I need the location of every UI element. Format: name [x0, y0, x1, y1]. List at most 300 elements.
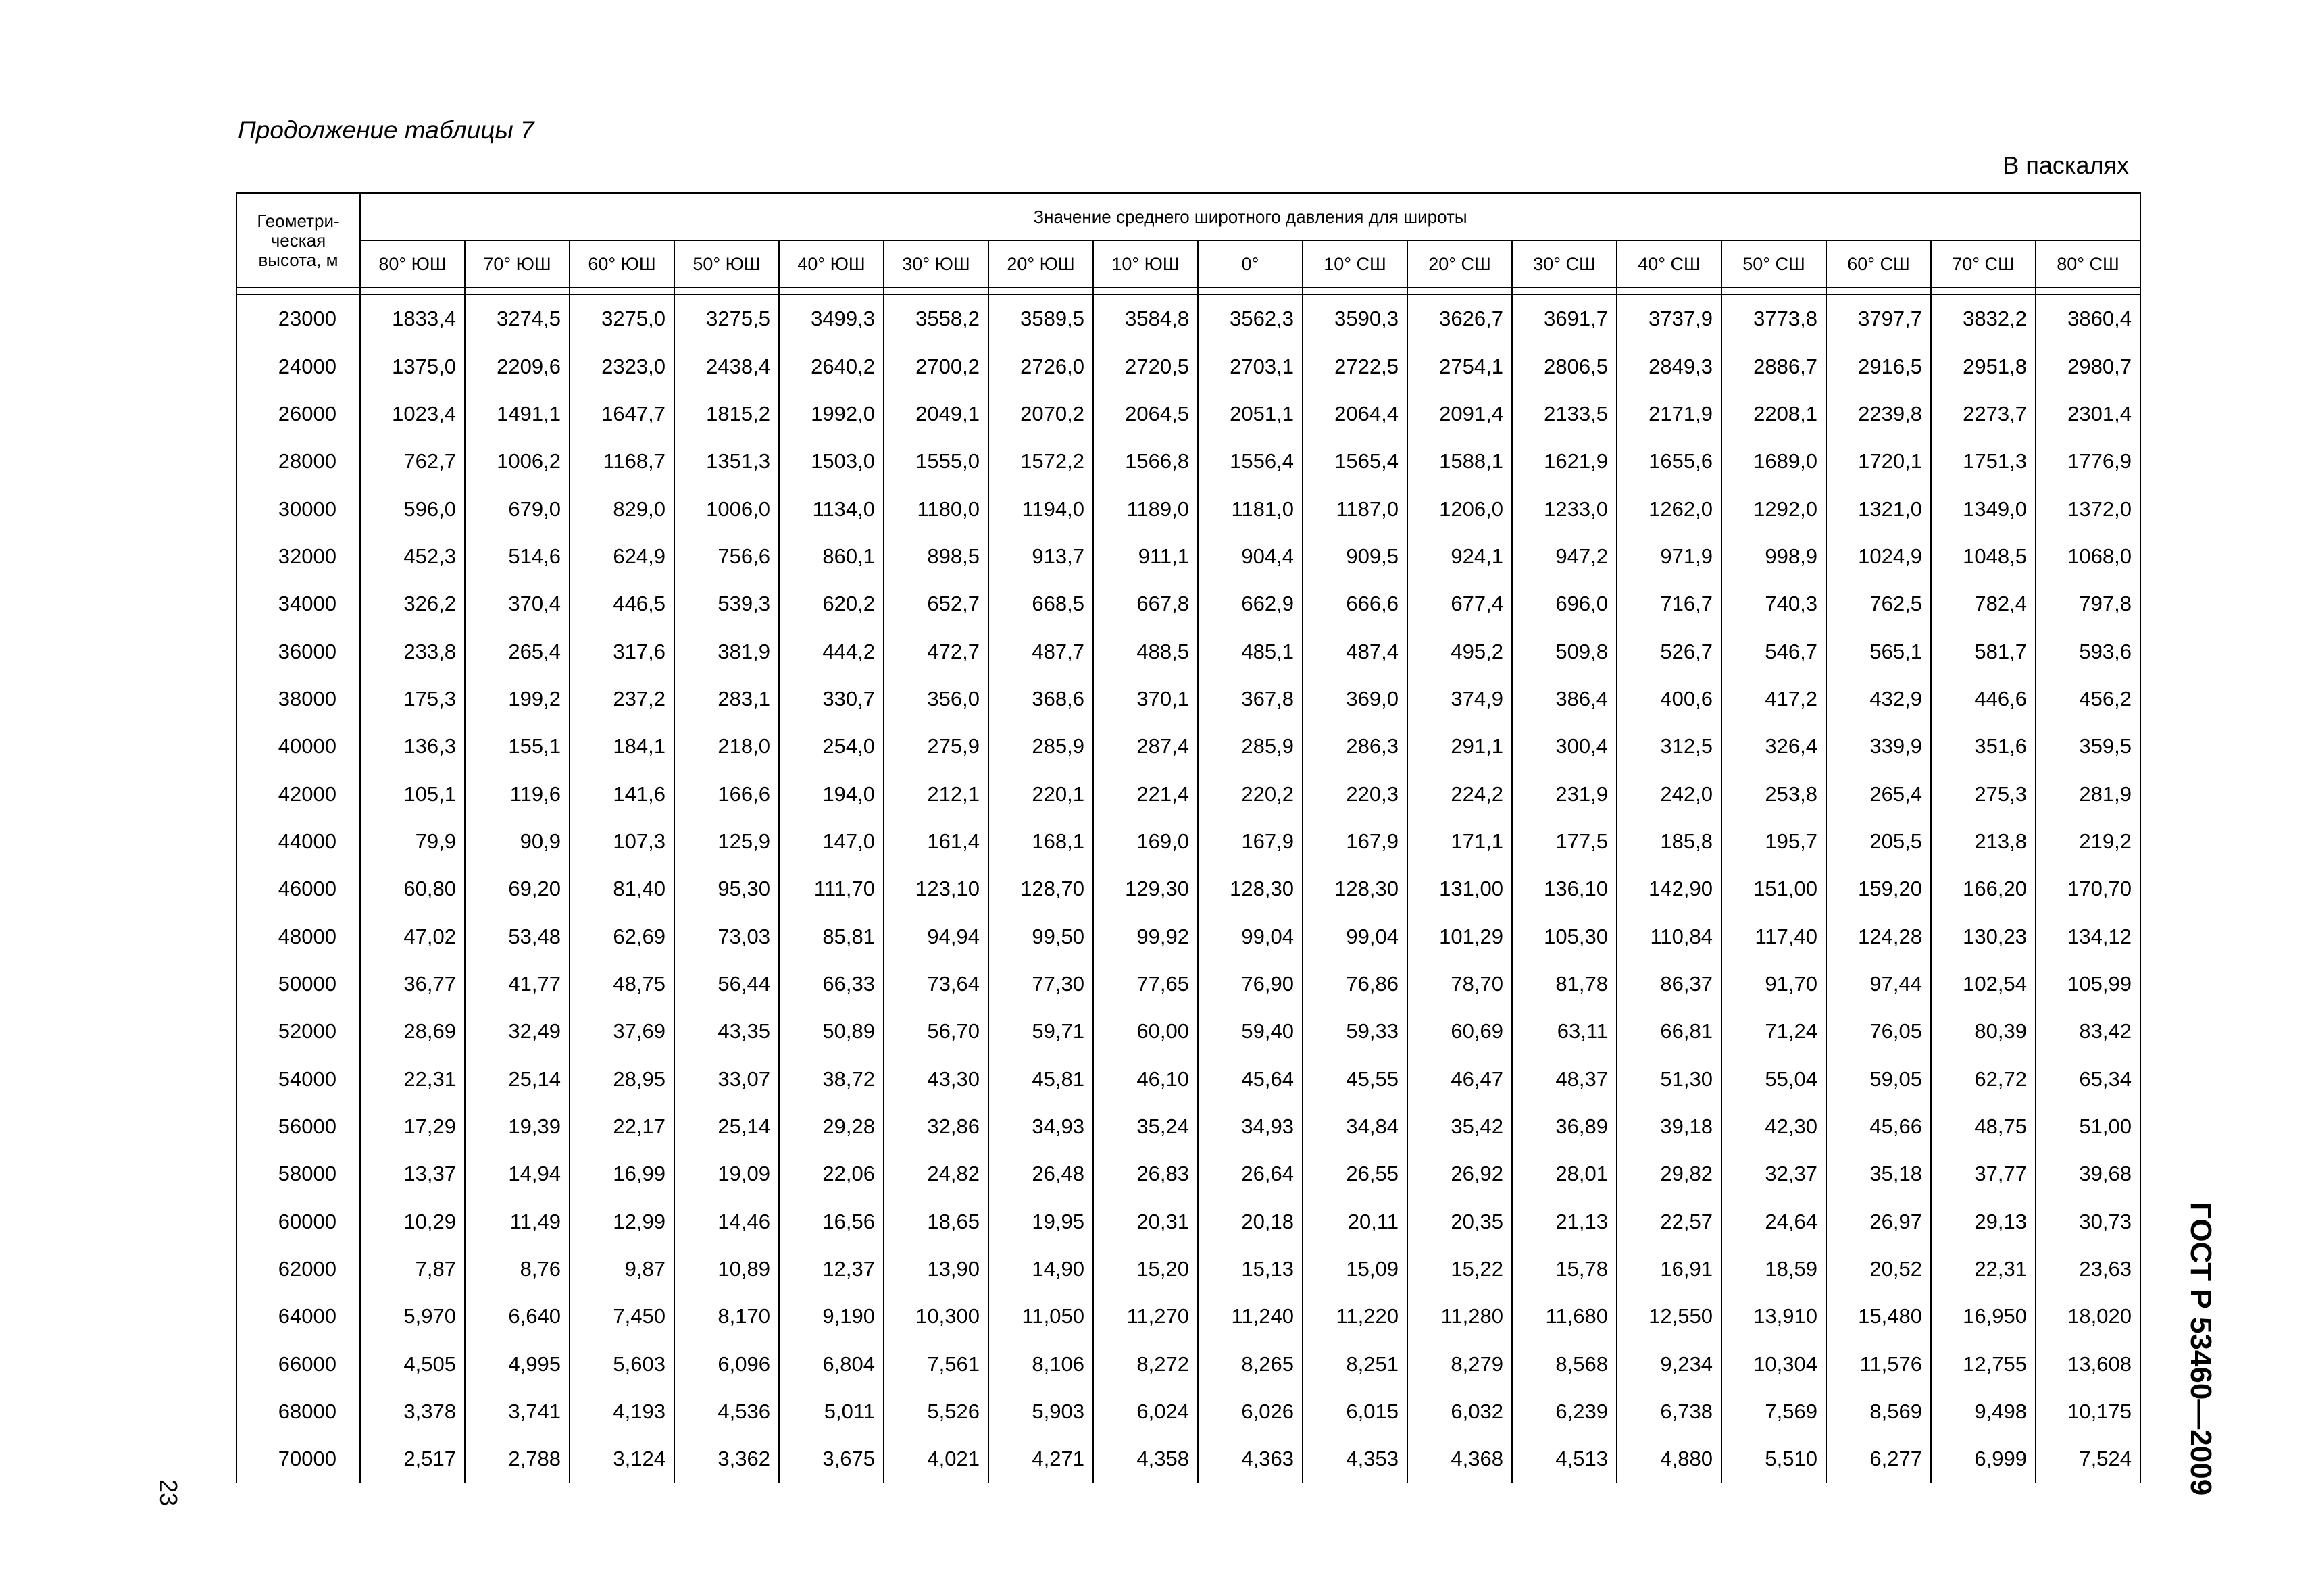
pressure-cell: 339,9 [1826, 723, 1931, 770]
pressure-cell: 2301,4 [2036, 390, 2140, 438]
pressure-cell: 7,569 [1721, 1388, 1826, 1435]
spacer-cell [1931, 288, 2036, 294]
pressure-cell: 1206,0 [1407, 485, 1512, 532]
spacer-cell [2036, 288, 2140, 294]
pressure-cell: 624,9 [570, 533, 674, 580]
pressure-cell: 46,47 [1407, 1056, 1512, 1103]
spacer-cell [360, 288, 465, 294]
pressure-cell: 495,2 [1407, 627, 1512, 675]
pressure-cell: 5,603 [570, 1341, 674, 1388]
pressure-cell: 374,9 [1407, 675, 1512, 723]
latitude-column-header: 20° ЮШ [988, 240, 1093, 288]
pressure-cell: 78,70 [1407, 960, 1512, 1008]
table-row [236, 675, 2140, 723]
latitude-column-header: 0° [1198, 240, 1303, 288]
pressure-cell: 283,1 [674, 675, 779, 723]
spacer-cell [465, 288, 570, 294]
pressure-cell: 5,510 [1721, 1435, 1826, 1483]
pressure-cell: 1720,1 [1826, 438, 1931, 485]
pressure-cell: 2806,5 [1512, 342, 1617, 390]
pressure-cell: 22,57 [1617, 1198, 1721, 1245]
spacer-cell [1303, 288, 1407, 294]
pressure-cell: 4,353 [1303, 1435, 1407, 1483]
pressure-cell: 134,12 [2036, 912, 2140, 960]
pressure-cell: 679,0 [465, 485, 570, 532]
spacer-cell [1826, 288, 1931, 294]
pressure-cell: 265,4 [465, 627, 570, 675]
pressure-cell: 12,37 [779, 1245, 884, 1293]
pressure-cell: 10,300 [884, 1293, 988, 1340]
pressure-cell: 2640,2 [779, 342, 884, 390]
pressure-cell: 14,94 [465, 1150, 570, 1198]
pressure-cell: 546,7 [1721, 627, 1826, 675]
altitude-cell: 40000 [236, 723, 360, 770]
pressure-cell: 904,4 [1198, 533, 1303, 580]
pressure-cell: 6,640 [465, 1293, 570, 1340]
pressure-cell: 71,24 [1721, 1008, 1826, 1055]
table-row [236, 960, 2140, 1008]
pressure-cell: 8,170 [674, 1293, 779, 1340]
pressure-cell: 4,193 [570, 1388, 674, 1435]
pressure-cell: 1588,1 [1407, 438, 1512, 485]
pressure-cell: 22,31 [360, 1056, 465, 1103]
pressure-cell: 4,271 [988, 1435, 1093, 1483]
pressure-cell: 5,526 [884, 1388, 988, 1435]
pressure-cell: 386,4 [1512, 675, 1617, 723]
pressure-cell: 911,1 [1093, 533, 1198, 580]
pressure-cell: 11,680 [1512, 1293, 1617, 1340]
pressure-cell: 487,4 [1303, 627, 1407, 675]
table-caption: Продолжение таблицы 7 [238, 116, 534, 144]
pressure-cell: 28,69 [360, 1008, 465, 1055]
pressure-cell: 1689,0 [1721, 438, 1826, 485]
pressure-cell: 166,20 [1931, 865, 2036, 912]
pressure-cell: 1815,2 [674, 390, 779, 438]
pressure-cell: 1372,0 [2036, 485, 2140, 532]
pressure-cell: 81,78 [1512, 960, 1617, 1008]
pressure-cell: 3,675 [779, 1435, 884, 1483]
pressure-cell: 452,3 [360, 533, 465, 580]
spacer-cell [1512, 288, 1617, 294]
altitude-cell: 32000 [236, 533, 360, 580]
table-row [236, 818, 2140, 865]
latitude-column-header: 30° ЮШ [884, 240, 988, 288]
pressure-cell: 3773,8 [1721, 294, 1826, 342]
pressure-cell: 32,37 [1721, 1150, 1826, 1198]
pressure-cell: 66,33 [779, 960, 884, 1008]
table-row [236, 294, 2140, 342]
latitude-group-header: Значение среднего широтного давления для широты [360, 193, 2140, 240]
pressure-cell: 63,11 [1512, 1008, 1617, 1055]
altitude-header-text: Геометри- ческая высота, м [257, 210, 340, 270]
pressure-cell: 42,30 [1721, 1103, 1826, 1150]
altitude-cell: 34000 [236, 580, 360, 627]
pressure-cell: 509,8 [1512, 627, 1617, 675]
pressure-cell: 1233,0 [1512, 485, 1617, 532]
pressure-cell: 456,2 [2036, 675, 2140, 723]
pressure-cell: 2171,9 [1617, 390, 1721, 438]
pressure-cell: 50,89 [779, 1008, 884, 1055]
altitude-cell: 52000 [236, 1008, 360, 1055]
pressure-cell: 220,3 [1303, 770, 1407, 817]
pressure-cell: 167,9 [1303, 818, 1407, 865]
pressure-cell: 275,3 [1931, 770, 2036, 817]
pressure-cell: 1168,7 [570, 438, 674, 485]
pressure-cell: 62,69 [570, 912, 674, 960]
pressure-cell: 48,37 [1512, 1056, 1617, 1103]
pressure-cell: 539,3 [674, 580, 779, 627]
pressure-cell: 99,04 [1303, 912, 1407, 960]
latitude-column-header: 40° ЮШ [779, 240, 884, 288]
pressure-cell: 4,995 [465, 1341, 570, 1388]
spacer-cell [779, 288, 884, 294]
pressure-cell: 9,234 [1617, 1341, 1721, 1388]
spacer-cell [674, 288, 779, 294]
pressure-cell: 18,59 [1721, 1245, 1826, 1293]
altitude-cell: 28000 [236, 438, 360, 485]
pressure-cell: 77,30 [988, 960, 1093, 1008]
table-row [236, 912, 2140, 960]
table-row [236, 1293, 2140, 1340]
pressure-cell: 90,9 [465, 818, 570, 865]
altitude-cell: 70000 [236, 1435, 360, 1483]
pressure-cell: 20,31 [1093, 1198, 1198, 1245]
pressure-cell: 38,72 [779, 1056, 884, 1103]
pressure-cell: 6,024 [1093, 1388, 1198, 1435]
units-label: В паскалях [2003, 151, 2129, 179]
altitude-cell: 30000 [236, 485, 360, 532]
pressure-cell: 11,49 [465, 1198, 570, 1245]
pressure-cell: 60,00 [1093, 1008, 1198, 1055]
pressure-cell: 1180,0 [884, 485, 988, 532]
pressure-cell: 860,1 [779, 533, 884, 580]
pressure-cell: 131,00 [1407, 865, 1512, 912]
pressure-cell: 59,05 [1826, 1056, 1931, 1103]
table-row [236, 1245, 2140, 1293]
pressure-cell: 99,04 [1198, 912, 1303, 960]
pressure-cell: 369,0 [1303, 675, 1407, 723]
pressure-cell: 237,2 [570, 675, 674, 723]
pressure-cell: 22,31 [1931, 1245, 2036, 1293]
pressure-cell: 8,76 [465, 1245, 570, 1293]
pressure-cell: 2849,3 [1617, 342, 1721, 390]
pressure-cell: 472,7 [884, 627, 988, 675]
pressure-cell: 2438,4 [674, 342, 779, 390]
pressure-cell: 107,3 [570, 818, 674, 865]
pressure-cell: 3,741 [465, 1388, 570, 1435]
pressure-cell: 20,52 [1826, 1245, 1931, 1293]
pressure-cell: 3691,7 [1512, 294, 1617, 342]
pressure-cell: 195,7 [1721, 818, 1826, 865]
pressure-cell: 909,5 [1303, 533, 1407, 580]
pressure-cell: 5,903 [988, 1388, 1093, 1435]
pressure-cell: 129,30 [1093, 865, 1198, 912]
table-row [236, 1435, 2140, 1483]
pressure-cell: 1751,3 [1931, 438, 2036, 485]
pressure-cell: 3499,3 [779, 294, 884, 342]
pressure-cell: 101,29 [1407, 912, 1512, 960]
pressure-cell: 3,362 [674, 1435, 779, 1483]
pressure-cell: 8,568 [1512, 1341, 1617, 1388]
pressure-cell: 14,46 [674, 1198, 779, 1245]
pressure-cell: 79,9 [360, 818, 465, 865]
pressure-cell: 32,86 [884, 1103, 988, 1150]
pressure-cell: 285,9 [988, 723, 1093, 770]
pressure-cell: 7,561 [884, 1341, 988, 1388]
pressure-cell: 3,124 [570, 1435, 674, 1483]
pressure-cell: 35,18 [1826, 1150, 1931, 1198]
altitude-cell: 68000 [236, 1388, 360, 1435]
pressure-cell: 3860,4 [2036, 294, 2140, 342]
pressure-cell: 16,91 [1617, 1245, 1721, 1293]
pressure-cell: 53,48 [465, 912, 570, 960]
pressure-cell: 15,78 [1512, 1245, 1617, 1293]
pressure-cell: 4,021 [884, 1435, 988, 1483]
pressure-cell: 326,4 [1721, 723, 1826, 770]
pressure-cell: 6,026 [1198, 1388, 1303, 1435]
pressure-cell: 199,2 [465, 675, 570, 723]
pressure-cell: 43,35 [674, 1008, 779, 1055]
pressure-cell: 45,81 [988, 1056, 1093, 1103]
pressure-cell: 110,84 [1617, 912, 1721, 960]
latitude-column-header: 40° СШ [1617, 240, 1721, 288]
pressure-cell: 123,10 [884, 865, 988, 912]
pressure-cell: 10,304 [1721, 1341, 1826, 1388]
latitude-column-header: 80° ЮШ [360, 240, 465, 288]
pressure-cell: 400,6 [1617, 675, 1721, 723]
pressure-cell: 20,18 [1198, 1198, 1303, 1245]
pressure-cell: 213,8 [1931, 818, 2036, 865]
pressure-cell: 1655,6 [1617, 438, 1721, 485]
spacer-cell [236, 288, 360, 294]
pressure-cell: 26,64 [1198, 1150, 1303, 1198]
pressure-cell: 1321,0 [1826, 485, 1931, 532]
pressure-cell: 16,99 [570, 1150, 674, 1198]
pressure-cell: 762,5 [1826, 580, 1931, 627]
latitude-column-header: 30° СШ [1512, 240, 1617, 288]
pressure-cell: 2916,5 [1826, 342, 1931, 390]
pressure-cell: 65,34 [2036, 1056, 2140, 1103]
pressure-cell: 8,272 [1093, 1341, 1198, 1388]
pressure-cell: 253,8 [1721, 770, 1826, 817]
pressure-cell: 105,30 [1512, 912, 1617, 960]
altitude-column-header [236, 193, 360, 288]
pressure-cell: 281,9 [2036, 770, 2140, 817]
pressure-cell: 565,1 [1826, 627, 1931, 675]
pressure-cell: 367,8 [1198, 675, 1303, 723]
pressure-cell: 11,050 [988, 1293, 1093, 1340]
pressure-cell: 326,2 [360, 580, 465, 627]
pressure-cell: 14,90 [988, 1245, 1093, 1293]
pressure-cell: 29,28 [779, 1103, 884, 1150]
pressure-cell: 141,6 [570, 770, 674, 817]
pressure-cell: 4,368 [1407, 1435, 1512, 1483]
latitude-column-header: 10° ЮШ [1093, 240, 1198, 288]
pressure-cell: 24,64 [1721, 1198, 1826, 1245]
pressure-cell: 166,6 [674, 770, 779, 817]
pressure-cell: 6,015 [1303, 1388, 1407, 1435]
pressure-cell: 9,190 [779, 1293, 884, 1340]
pressure-cell: 47,02 [360, 912, 465, 960]
pressure-cell: 6,096 [674, 1341, 779, 1388]
pressure-cell: 59,40 [1198, 1008, 1303, 1055]
pressure-cell: 3590,3 [1303, 294, 1407, 342]
pressure-table [236, 192, 2141, 1483]
pressure-cell: 6,032 [1407, 1388, 1512, 1435]
pressure-cell: 666,6 [1303, 580, 1407, 627]
pressure-cell: 677,4 [1407, 580, 1512, 627]
pressure-cell: 6,999 [1931, 1435, 2036, 1483]
pressure-cell: 6,239 [1512, 1388, 1617, 1435]
pressure-cell: 8,279 [1407, 1341, 1512, 1388]
pressure-cell: 48,75 [1931, 1103, 2036, 1150]
pressure-cell: 34,84 [1303, 1103, 1407, 1150]
pressure-cell: 16,950 [1931, 1293, 2036, 1340]
pressure-cell: 34,93 [988, 1103, 1093, 1150]
pressure-cell: 3275,0 [570, 294, 674, 342]
pressure-cell: 28,95 [570, 1056, 674, 1103]
pressure-cell: 6,804 [779, 1341, 884, 1388]
pressure-cell: 43,30 [884, 1056, 988, 1103]
pressure-cell: 66,81 [1617, 1008, 1721, 1055]
pressure-cell: 59,33 [1303, 1008, 1407, 1055]
pressure-cell: 99,92 [1093, 912, 1198, 960]
table-row [236, 723, 2140, 770]
pressure-cell: 77,65 [1093, 960, 1198, 1008]
latitude-header-row [236, 240, 2140, 288]
pressure-cell: 2720,5 [1093, 342, 1198, 390]
pressure-cell: 2209,6 [465, 342, 570, 390]
pressure-cell: 1006,0 [674, 485, 779, 532]
latitude-column-header: 80° СШ [2036, 240, 2140, 288]
pressure-cell: 26,92 [1407, 1150, 1512, 1198]
pressure-cell: 2323,0 [570, 342, 674, 390]
pressure-cell: 11,270 [1093, 1293, 1198, 1340]
pressure-cell: 128,30 [1303, 865, 1407, 912]
pressure-cell: 128,70 [988, 865, 1093, 912]
pressure-cell: 51,30 [1617, 1056, 1721, 1103]
pressure-cell: 10,89 [674, 1245, 779, 1293]
pressure-cell: 2,788 [465, 1435, 570, 1483]
pressure-cell: 4,363 [1198, 1435, 1303, 1483]
pressure-cell: 26,55 [1303, 1150, 1407, 1198]
pressure-cell: 652,7 [884, 580, 988, 627]
pressure-cell: 37,77 [1931, 1150, 2036, 1198]
spacer-cell [1093, 288, 1198, 294]
pressure-cell: 9,87 [570, 1245, 674, 1293]
pressure-cell: 224,2 [1407, 770, 1512, 817]
pressure-cell: 300,4 [1512, 723, 1617, 770]
pressure-cell: 95,30 [674, 865, 779, 912]
pressure-cell: 2070,2 [988, 390, 1093, 438]
pressure-cell: 35,42 [1407, 1103, 1512, 1150]
pressure-cell: 13,910 [1721, 1293, 1826, 1340]
pressure-cell: 48,75 [570, 960, 674, 1008]
pressure-cell: 11,280 [1407, 1293, 1512, 1340]
latitude-column-header: 50° СШ [1721, 240, 1826, 288]
pressure-cell: 147,0 [779, 818, 884, 865]
pressure-cell: 668,5 [988, 580, 1093, 627]
table-row [236, 1008, 2140, 1055]
pressure-cell: 286,3 [1303, 723, 1407, 770]
pressure-cell: 81,40 [570, 865, 674, 912]
pressure-cell: 12,755 [1931, 1341, 2036, 1388]
pressure-cell: 91,70 [1721, 960, 1826, 1008]
pressure-cell: 76,90 [1198, 960, 1303, 1008]
pressure-cell: 898,5 [884, 533, 988, 580]
spacer-cell [1721, 288, 1826, 294]
pressure-cell: 12,99 [570, 1198, 674, 1245]
pressure-cell: 37,69 [570, 1008, 674, 1055]
altitude-cell: 64000 [236, 1293, 360, 1340]
table-row [236, 1388, 2140, 1435]
pressure-cell: 1006,2 [465, 438, 570, 485]
pressure-cell: 1503,0 [779, 438, 884, 485]
pressure-cell: 1068,0 [2036, 533, 2140, 580]
pressure-cell: 11,576 [1826, 1341, 1931, 1388]
pressure-cell: 22,17 [570, 1103, 674, 1150]
pressure-cell: 20,11 [1303, 1198, 1407, 1245]
pressure-cell: 219,2 [2036, 818, 2140, 865]
pressure-cell: 73,03 [674, 912, 779, 960]
pressure-cell: 3,378 [360, 1388, 465, 1435]
pressure-cell: 220,1 [988, 770, 1093, 817]
pressure-cell: 2133,5 [1512, 390, 1617, 438]
pressure-cell: 3275,5 [674, 294, 779, 342]
pressure-cell: 797,8 [2036, 580, 2140, 627]
pressure-cell: 13,608 [2036, 1341, 2140, 1388]
pressure-cell: 2726,0 [988, 342, 1093, 390]
pressure-cell: 36,77 [360, 960, 465, 1008]
pressure-cell: 13,90 [884, 1245, 988, 1293]
pressure-cell: 2703,1 [1198, 342, 1303, 390]
table-row [236, 342, 2140, 390]
pressure-cell: 3737,9 [1617, 294, 1721, 342]
pressure-cell: 581,7 [1931, 627, 2036, 675]
pressure-cell: 1187,0 [1303, 485, 1407, 532]
pressure-cell: 86,37 [1617, 960, 1721, 1008]
pressure-cell: 105,1 [360, 770, 465, 817]
altitude-cell: 58000 [236, 1150, 360, 1198]
pressure-cell: 170,70 [2036, 865, 2140, 912]
pressure-cell: 45,66 [1826, 1103, 1931, 1150]
pressure-cell: 242,0 [1617, 770, 1721, 817]
latitude-column-header: 60° ЮШ [570, 240, 674, 288]
pressure-cell: 15,480 [1826, 1293, 1931, 1340]
spacer-cell [1407, 288, 1512, 294]
pressure-cell: 233,8 [360, 627, 465, 675]
pressure-cell: 596,0 [360, 485, 465, 532]
pressure-cell: 36,89 [1512, 1103, 1617, 1150]
pressure-cell: 26,48 [988, 1150, 1093, 1198]
altitude-cell: 54000 [236, 1056, 360, 1103]
pressure-cell: 25,14 [674, 1103, 779, 1150]
pressure-cell: 168,1 [988, 818, 1093, 865]
pressure-cell: 514,6 [465, 533, 570, 580]
pressure-cell: 924,1 [1407, 533, 1512, 580]
pressure-cell: 15,22 [1407, 1245, 1512, 1293]
altitude-cell: 24000 [236, 342, 360, 390]
table-row [236, 627, 2140, 675]
pressure-cell: 2273,7 [1931, 390, 2036, 438]
pressure-cell: 2049,1 [884, 390, 988, 438]
pressure-cell: 2754,1 [1407, 342, 1512, 390]
pressure-cell: 41,77 [465, 960, 570, 1008]
pressure-cell: 285,9 [1198, 723, 1303, 770]
pressure-cell: 125,9 [674, 818, 779, 865]
pressure-cell: 159,20 [1826, 865, 1931, 912]
pressure-cell: 829,0 [570, 485, 674, 532]
